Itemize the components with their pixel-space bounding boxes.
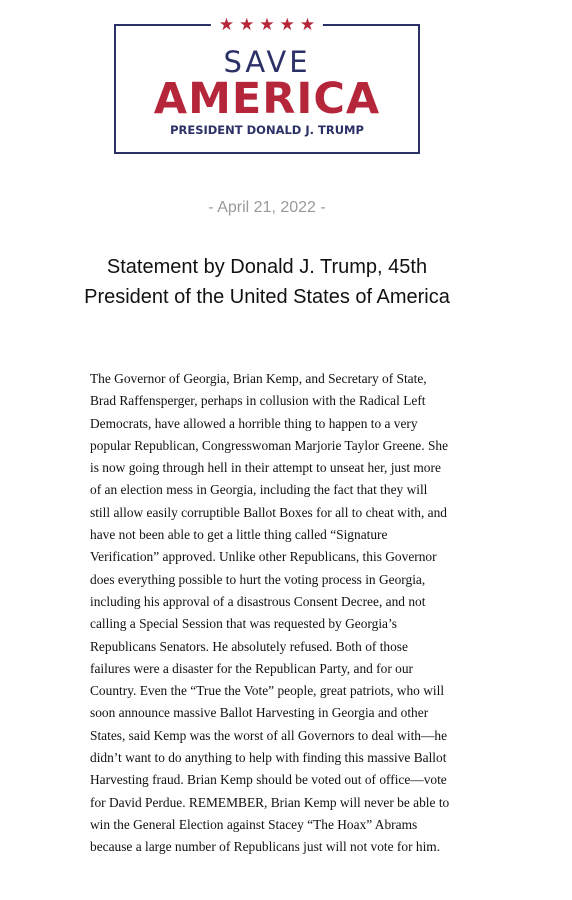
star-icon: ★	[239, 15, 255, 35]
statement-date: - April 21, 2022 -	[208, 199, 326, 216]
statement-title: Statement by Donald J. Trump, 45th President of the United States of America	[84, 256, 450, 308]
logo-save-text: SAVE	[223, 45, 311, 79]
star-icon: ★	[259, 15, 275, 35]
star-icon: ★	[299, 15, 316, 35]
statement-body: The Governor of Georgia, Brian Kemp, and Secretary of State, Brad Raffensperger, perhaps in collusion with the Radical Left Democrats, have allowed a horrible thing to happen to a very popular Republican, Congresswoman Marjorie Taylor Greene. She is now going through hell in their attempt to unseat her, just more of an election mess in Georgia, including the fact that they will still allow easily corruptible Ballot Boxes for all to cheat with, and have not been able to get a little thing called “Signature Verification” approved. Unlike other Republicans, this Governor does everything possible to hurt the voting process in Georgia, including his approval of a disastrous Consent Decree, and not calling a Special Session that was requested by Georgia’s Republicans Senators. He absolutely refused. Both of those failures were a disaster for the Republican Party, and for our Country. Even the “True the Vote” people, great patriots, who will soon announce massive Ballot Harvesting in Georgia and other States, said Kemp was the worst of all Governors to deal with—he didn’t want to do anything to help with finding this massive Ballot Harvesting fraud. Brian Kemp should be voted out of office—vote for David Perdue. REMEMBER, Brian Kemp will never be able to win the General Election against Stacey “The Hoax” Abrams because a large number of Republicans just will not vote for him.	[90, 371, 450, 855]
logo-president-text: PRESIDENT DONALD J. TRUMP	[170, 123, 364, 137]
star-icon: ★	[218, 15, 235, 35]
logo-stars	[211, 16, 323, 34]
logo-america-text: AMERICA	[153, 74, 381, 124]
star-icon: ★	[279, 15, 295, 35]
save-america-logo	[114, 15, 420, 154]
